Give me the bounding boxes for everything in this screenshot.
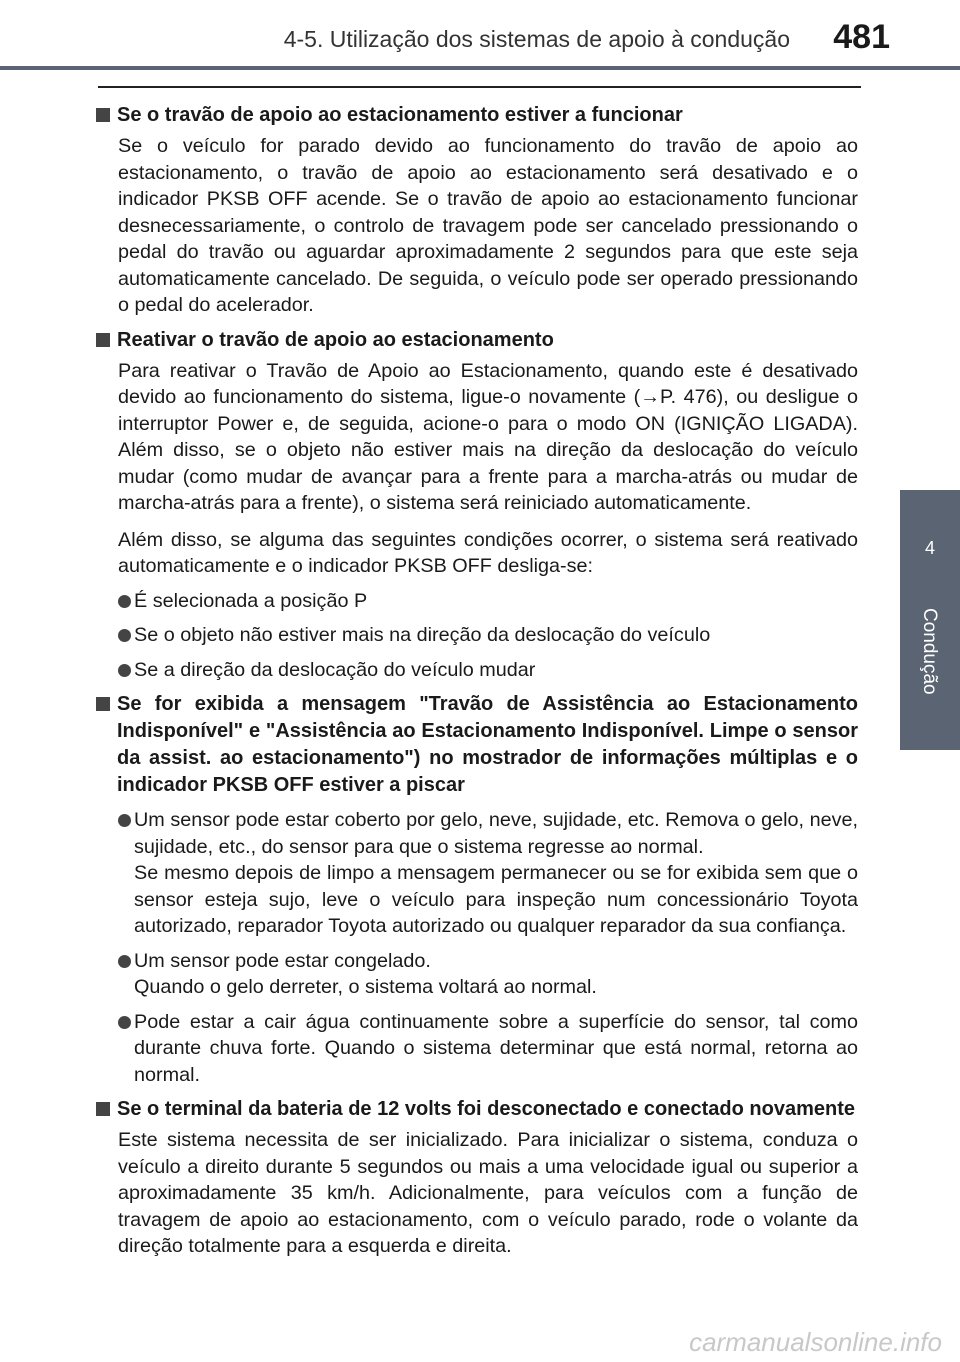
section-heading: Se o terminal da bateria de 12 volts foi desconectado e conectado novamente	[96, 1096, 858, 1123]
list-item: Se o objeto não estiver mais na direção da deslocação do veículo	[96, 622, 858, 649]
round-bullet-icon	[118, 595, 131, 608]
page-number: 481	[833, 18, 890, 56]
round-bullet-icon	[118, 955, 131, 968]
round-bullet-icon	[118, 664, 131, 677]
chapter-header: 4-5. Utilização dos sistemas de apoio à condução	[283, 26, 790, 52]
list-item: É selecionada a posição P	[96, 588, 858, 615]
paragraph: Se o veículo for parado devido ao funcionamento do travão de apoio ao estacionamento, o travão de apoio ao estacionamento será desativado e o indicador PKSB OFF acende. Se o travão de apoio ao estacionamento funcionar desnecessariamente, o controlo de travagem pode ser cancelado pressionando o pedal do travão ou aguardar aproximadamente 2 segundos para que este seja automaticamente cancelado. De seguida, o veículo pode ser operado pressionando o pedal do acelerador.	[118, 135, 858, 316]
list-item: Um sensor pode estar congelado. Quando o gelo derreter, o sistema voltará ao normal.	[96, 948, 858, 1001]
square-bullet-icon	[96, 333, 110, 347]
round-bullet-icon	[118, 814, 131, 827]
paragraph: Para reativar o Travão de Apoio ao Estacionamento, quando este é desativado devido ao funcionamento do sistema, ligue-o novamente (→P. 476), ou desligue o interruptor Power e, de seguida, acione-o para o modo ON (IGNIÇÃO LIGADA). Além disso, se o objeto não estiver mais na direção da deslocação do veículo mudar (como mudar de avançar para a frente para a marcha-atrás ou mudar de marcha-atrás para a frente), o sistema será reiniciado automaticamente.	[118, 359, 858, 514]
chapter-side-tab[interactable]	[900, 490, 960, 750]
section-heading: Se o travão de apoio ao estacionamento estiver a funcionar	[96, 102, 858, 129]
section-heading: Se for exibida a mensagem "Travão de Assistência ao Estacionamento Indisponível" e "Assistência ao Estacionamento Indisponível. Limpe o sensor da assist. ao estacionamento") no mostrador de informações múltiplas e o indicador PKSB OFF estiver a piscar	[96, 691, 858, 799]
chapter-label: Condução	[919, 608, 940, 695]
section-heading: Reativar o travão de apoio ao estacionamento	[96, 327, 858, 354]
square-bullet-icon	[96, 108, 110, 122]
page-content	[96, 94, 858, 1260]
round-bullet-icon	[118, 1016, 131, 1029]
round-bullet-icon	[118, 629, 131, 642]
paragraph: Além disso, se alguma das seguintes condições ocorrer, o sistema será reativado automaticamente e o indicador PKSB OFF desliga-se:	[118, 528, 858, 577]
watermark: carmanualsonline.info	[689, 1327, 942, 1357]
chapter-number: 4	[924, 538, 935, 558]
header-rule	[0, 66, 960, 70]
paragraph: Este sistema necessita de ser inicializado. Para inicializar o sistema, conduza o veículo a direito durante 5 segundos ou mais a uma velocidade igual ou superior a aproximadamente 35 km/h. Adicionalmente, para veículos com a função de travagem de apoio ao estacionamento, com o veículo parado, rode o volante da direção totalmente para a esquerda e direita.	[118, 1129, 858, 1257]
list-item: Pode estar a cair água continuamente sobre a superfície do sensor, tal como durante chuva forte. Quando o sistema determinar que está normal, retorna ao normal.	[96, 1009, 858, 1089]
list-item: Um sensor pode estar coberto por gelo, neve, sujidade, etc. Remova o gelo, neve, sujidade, etc., do sensor para que o sistema regresse ao normal. Se mesmo depois de limpo a mensagem permanecer ou se for exibida sem que o sensor esteja sujo, leve o veículo para inspeção num concessionário Toyota autorizado, reparador Toyota autorizado ou qualquer reparador da sua confiança.	[96, 807, 858, 940]
section-rule	[98, 86, 861, 88]
square-bullet-icon	[96, 697, 110, 711]
square-bullet-icon	[96, 1102, 110, 1116]
list-item: Se a direção da deslocação do veículo mudar	[96, 657, 858, 684]
